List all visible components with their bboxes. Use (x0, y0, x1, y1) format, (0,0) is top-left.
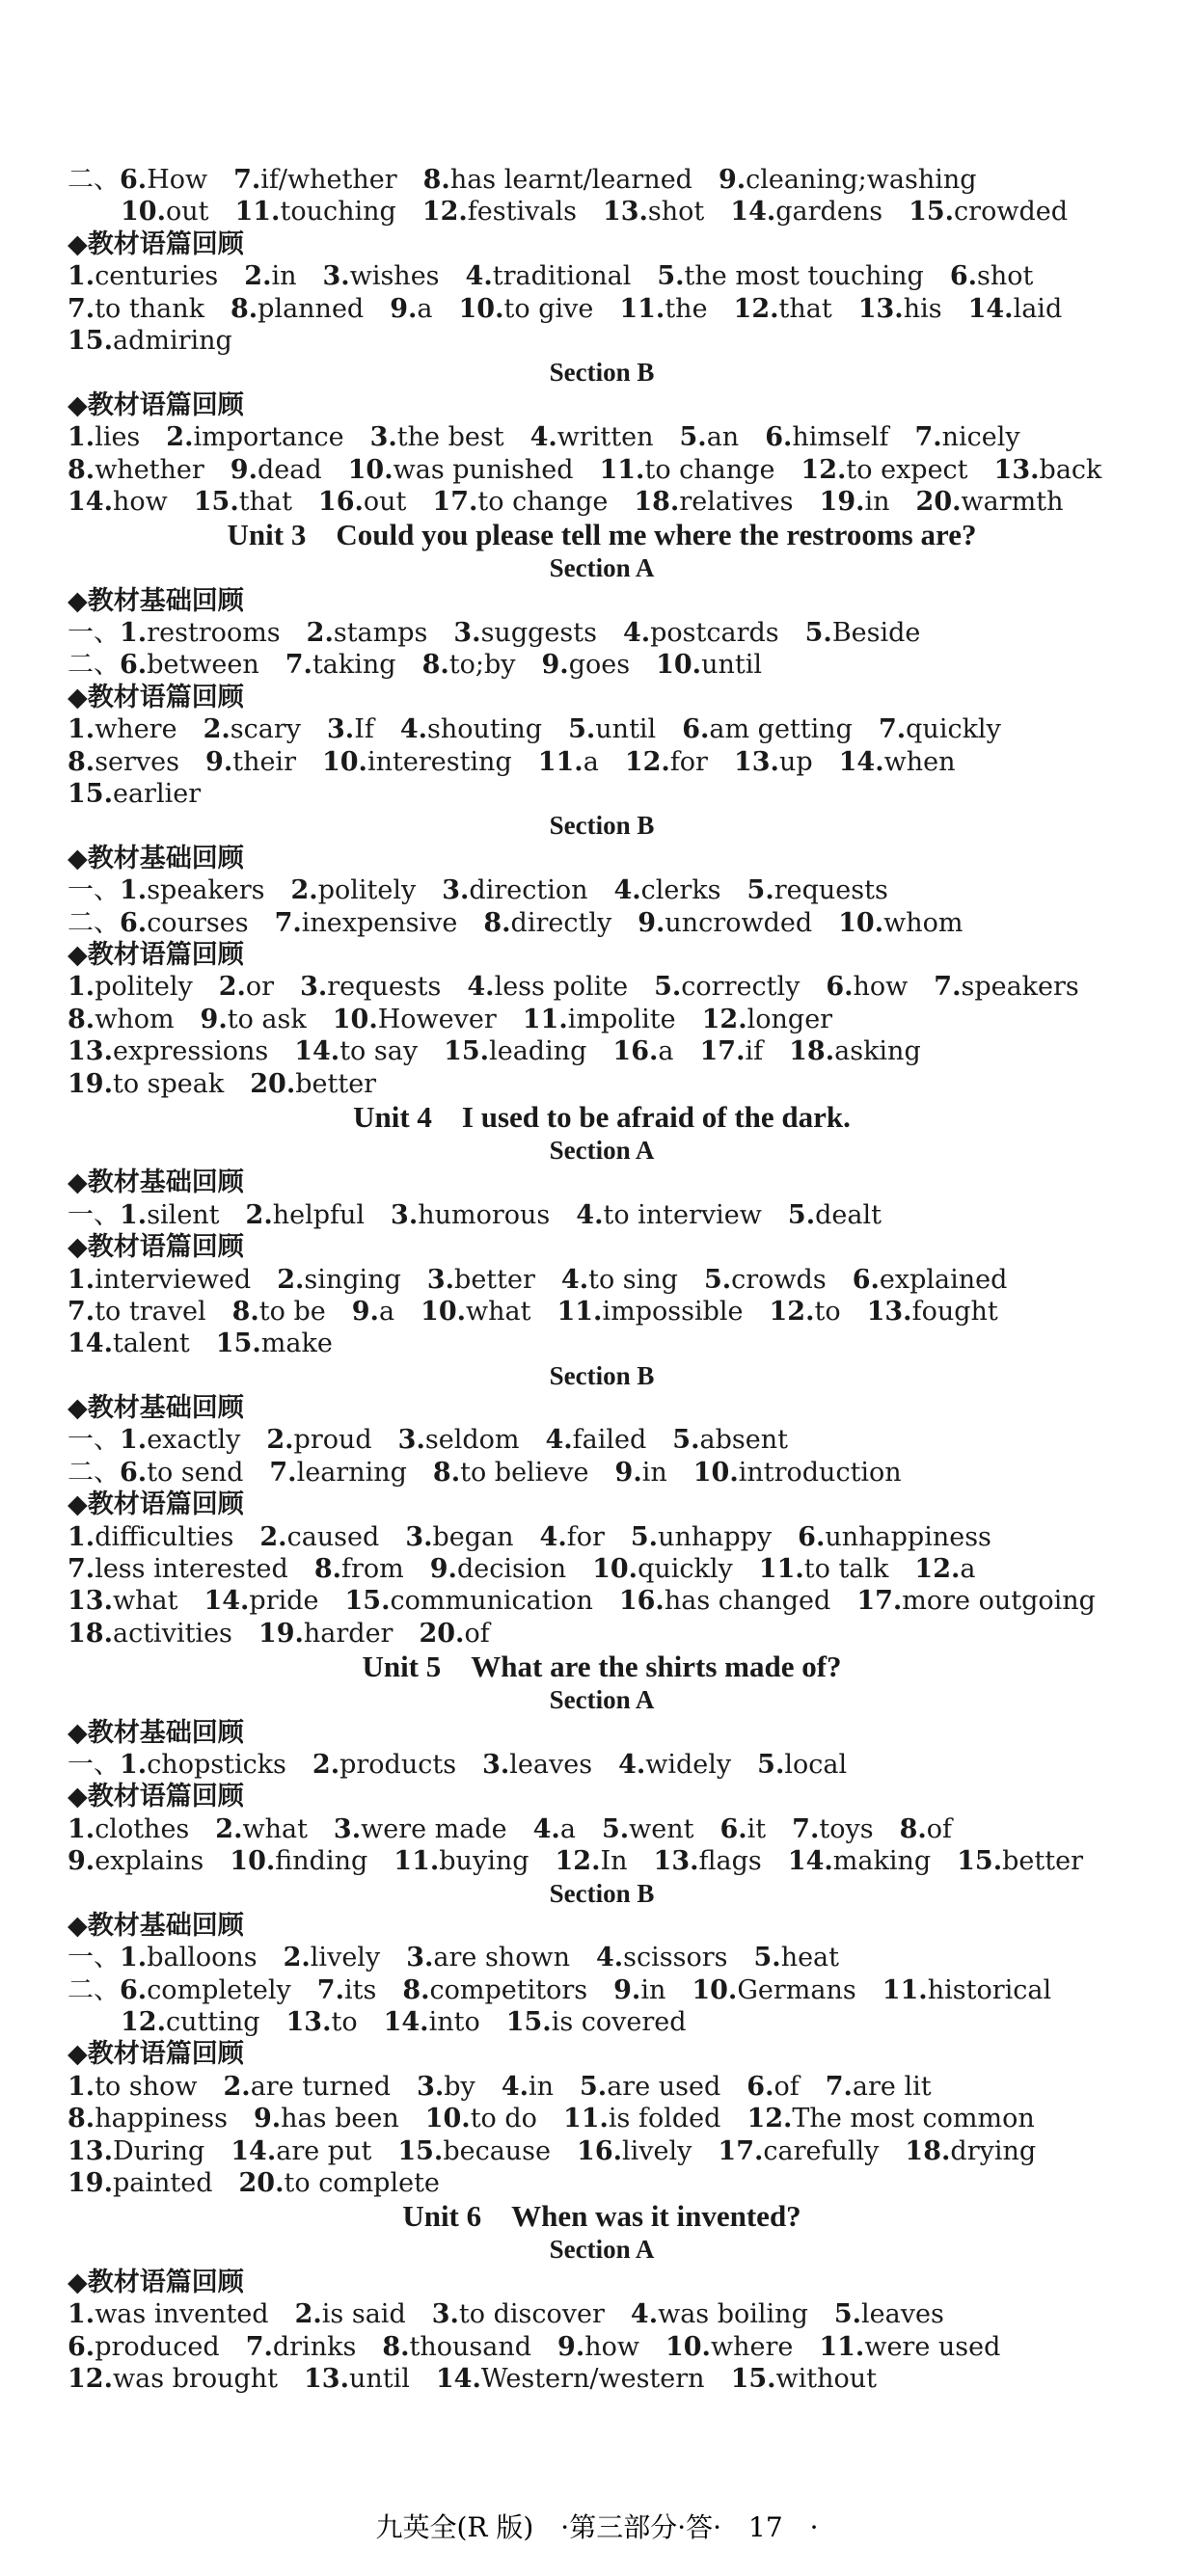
subsection-heading: ◆教材基础回顾 (68, 1393, 244, 1424)
subsection-heading: ◆教材语篇回顾 (68, 1489, 244, 1520)
subsection-heading: ◆教材基础回顾 (68, 1167, 244, 1198)
answer-line: 8.happiness 9.has been 10.to do 11.is folded 12.The most common (68, 2104, 1035, 2134)
unit-title: Unit 4 I used to be afraid of the dark. (353, 1099, 851, 1134)
subsection-heading: ◆教材语篇回顾 (68, 2267, 244, 2297)
answer-line: 13.what 14.pride 15.communication 16.has changed 17.more outgoing (68, 1586, 1096, 1617)
answer-line: 1.interviewed 2.singing 3.better 4.to sing 5.crowds 6.explained (68, 1264, 1008, 1295)
page-footer: 九英全(R 版) ·第三部分·答· 17 · (375, 2511, 819, 2543)
answer-line: 10.out 11.touching 12.festivals 13.shot 14.gardens 15.crowded (121, 197, 1068, 228)
answer-line: 9.explains 10.finding 11.buying 12.In 13.flags 14.making 15.better (68, 1846, 1083, 1877)
answer-line: 二、6.completely 7.its 8.competitors 9.in 10.Germans 11.historical (68, 1974, 1052, 2005)
answer-line: 1.to show 2.are turned 3.by 4.in 5.are used 6.of 7.are lit (68, 2071, 932, 2102)
section-title: Section A (549, 1135, 655, 1165)
answer-line: 7.to travel 8.to be 9.a 10.what 11.impossible 12.to 13.fought (68, 1296, 998, 1327)
answer-line: 一、1.exactly 2.proud 3.seldom 4.failed 5.absent (68, 1425, 788, 1456)
answer-line: 一、1.silent 2.helpful 3.humorous 4.to interview 5.dealt (68, 1199, 882, 1230)
answer-line: 1.difficulties 2.caused 3.began 4.for 5.unhappy 6.unhappiness (68, 1521, 991, 1552)
answer-line: 19.to speak 20.better (68, 1068, 377, 1099)
answer-line: 6.produced 7.drinks 8.thousand 9.how 10.where 11.were used (68, 2331, 1001, 2362)
unit-title: Unit 6 When was it invented? (402, 2199, 801, 2234)
section-title: Section B (549, 811, 655, 841)
answer-line: 一、1.balloons 2.lively 3.are shown 4.scissors 5.heat (68, 1943, 840, 1973)
unit-title: Unit 5 What are the shirts made of? (362, 1650, 842, 1684)
answer-line: 1.centuries 2.in 3.wishes 4.traditional 5.the most touching 6.shot (68, 261, 1034, 292)
section-title: Section A (549, 1685, 655, 1715)
answer-line: 1.politely 2.or 3.requests 4.less polite 5.correctly 6.how 7.speakers (68, 972, 1079, 1003)
answer-line: 1.was invented 2.is said 3.to discover 4.was boiling 5.leaves (68, 2299, 944, 2330)
answer-line: 15.admiring (68, 325, 232, 356)
answer-line: 8.whom 9.to ask 10.However 11.impolite 12.longer (68, 1004, 833, 1034)
answer-line: 13.expressions 14.to say 15.leading 16.a 17.if 18.asking (68, 1036, 921, 1067)
subsection-heading: ◆教材语篇回顾 (68, 1782, 244, 1812)
subsection-heading: ◆教材语篇回顾 (68, 682, 244, 712)
answer-line: 二、6.between 7.taking 8.to;by 9.goes 10.until (68, 650, 762, 681)
answer-line: 14.how 15.that 16.out 17.to change 18.relatives 19.in 20.warmth (68, 486, 1064, 517)
subsection-heading: ◆教材语篇回顾 (68, 389, 244, 420)
answer-line: 二、6.to send 7.learning 8.to believe 9.in 10.introduction (68, 1457, 902, 1488)
subsection-heading: ◆教材基础回顾 (68, 585, 244, 616)
answer-line: 二、6.How 7.if/whether 8.has learnt/learned 9.cleaning;washing (68, 165, 977, 195)
answer-line: 19.painted 20.to complete (68, 2168, 440, 2199)
answer-line: 18.activities 19.harder 20.of (68, 1618, 490, 1649)
subsection-heading: ◆教材语篇回顾 (68, 939, 244, 970)
answer-line: 15.earlier (68, 779, 202, 810)
subsection-heading: ◆教材语篇回顾 (68, 2039, 244, 2070)
answer-line: 7.to thank 8.planned 9.a 10.to give 11.the 12.that 13.his 14.laid (68, 293, 1063, 324)
section-title: Section B (549, 1360, 655, 1390)
section-title: Section B (549, 1878, 655, 1908)
answer-line: 7.less interested 8.from 9.decision 10.quickly 11.to talk 12.a (68, 1554, 976, 1585)
answer-line: 1.where 2.scary 3.If 4.shouting 5.until 6.am getting 7.quickly (68, 714, 1001, 745)
subsection-heading: ◆教材基础回顾 (68, 1717, 244, 1748)
answer-content (68, 164, 1136, 2395)
unit-title: Unit 3 Could you please tell me where the restrooms are? (227, 518, 977, 552)
subsection-heading: ◆教材基础回顾 (68, 843, 244, 873)
subsection-heading: ◆教材语篇回顾 (68, 1232, 244, 1263)
section-title: Section A (549, 553, 655, 583)
answer-line: 一、1.speakers 2.politely 3.direction 4.clerks 5.requests (68, 875, 888, 906)
answer-line: 12.cutting 13.to 14.into 15.is covered (121, 2007, 687, 2038)
answer-line: 一、1.restrooms 2.stamps 3.suggests 4.postcards 5.Beside (68, 618, 921, 649)
subsection-heading: ◆教材基础回顾 (68, 1910, 244, 1941)
answer-line: 13.During 14.are put 15.because 16.lively 17.carefully 18.drying (68, 2135, 1037, 2166)
answer-line: 14.talent 15.make (68, 1328, 333, 1359)
section-title: Section A (549, 2235, 655, 2265)
subsection-heading: ◆教材语篇回顾 (68, 228, 244, 259)
answer-line: 一、1.chopsticks 2.products 3.leaves 4.widely 5.local (68, 1749, 848, 1780)
answer-line: 1.lies 2.importance 3.the best 4.written 5.an 6.himself 7.nicely (68, 422, 1020, 453)
answer-line: 1.clothes 2.what 3.were made 4.a 5.went 6.it 7.toys 8.of (68, 1813, 952, 1844)
section-title: Section B (549, 358, 655, 388)
answer-line: 8.whether 9.dead 10.was punished 11.to change 12.to expect 13.back (68, 454, 1102, 485)
answer-line: 12.was brought 13.until 14.Western/western 15.without (68, 2364, 878, 2394)
answer-line: 二、6.courses 7.inexpensive 8.directly 9.uncrowded 10.whom (68, 907, 963, 938)
answer-line: 8.serves 9.their 10.interesting 11.a 12.for 13.up 14.when (68, 746, 956, 777)
